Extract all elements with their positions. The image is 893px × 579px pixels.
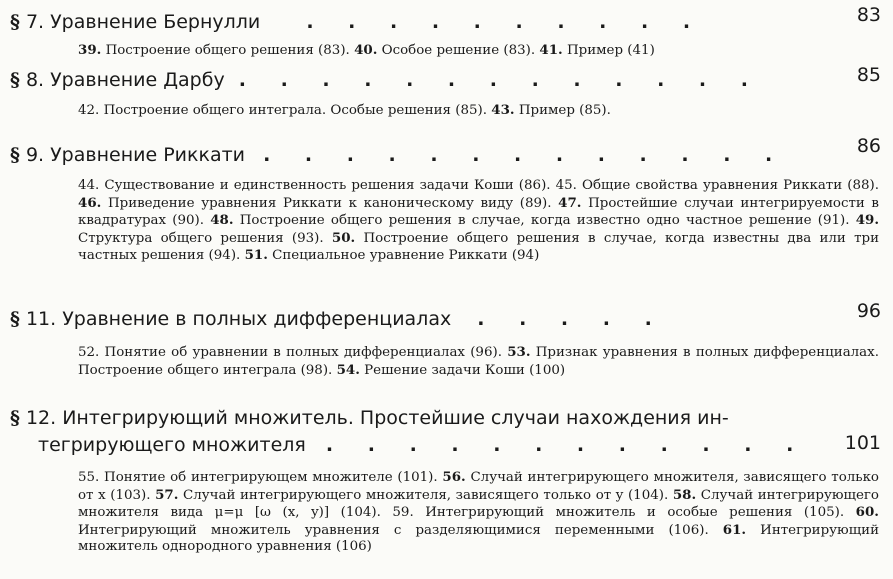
topic-text: Построение общего решения в случае, когда известно одно частное решение (91). bbox=[239, 213, 850, 228]
section-title: 11. Уравнение в полных дифференциалах bbox=[25, 308, 452, 330]
section-topics bbox=[78, 178, 879, 265]
topic-text: Специальное уравнение Риккати (94) bbox=[272, 248, 540, 263]
section-symbol: § bbox=[10, 407, 20, 429]
topic-text: Построение общего интеграла. Особые решения (85). bbox=[103, 103, 487, 118]
topic-text: Интегрирующий множитель уравнения с разделяющимися переменными (106). bbox=[78, 522, 709, 538]
topic-number: 61. bbox=[722, 521, 747, 538]
topic-number: 49. bbox=[855, 212, 879, 228]
topic-text: Особое решение (83). bbox=[381, 43, 536, 58]
leader-dots: . . . . . bbox=[477, 308, 666, 330]
topic-text: Пример (85). bbox=[518, 103, 611, 118]
section-topics bbox=[78, 469, 879, 556]
topic-text: Понятие об уравнении в полных дифференциалах (96). bbox=[104, 345, 502, 360]
topic-number: 40. bbox=[354, 42, 378, 58]
page-number: 96 bbox=[856, 300, 881, 322]
topic-number: 41. bbox=[539, 42, 563, 58]
topic-text: Интегрирующий множитель и особые решения (105). bbox=[425, 505, 845, 520]
section-title: 9. Уравнение Риккати bbox=[25, 144, 246, 166]
topic-text: Случай интегрирующего множителя, зависящего только от y (104). bbox=[183, 487, 669, 503]
topic-number: 56. bbox=[442, 469, 466, 485]
section-topics bbox=[78, 344, 879, 379]
topic-number: 42. bbox=[78, 103, 100, 118]
topic-number: 43. bbox=[491, 102, 515, 118]
leader-dots: . . . . . . . . . . . . bbox=[325, 434, 808, 456]
topic-text: Построение общего решения (83). bbox=[105, 43, 350, 58]
section-title: 12. Интегрирующий множитель. Простейшие случаи нахождения ин- bbox=[25, 407, 729, 429]
section-symbol: § bbox=[10, 69, 20, 91]
section-title: 7. Уравнение Бернулли bbox=[25, 11, 261, 33]
section-symbol: § bbox=[10, 308, 20, 330]
topic-number: 53. bbox=[507, 344, 531, 360]
topic-text: Общие свойства уравнения Риккати (88). bbox=[582, 178, 879, 193]
topic-number: 58. bbox=[672, 486, 697, 503]
page-number: 86 bbox=[856, 135, 881, 157]
topic-number: 48. bbox=[210, 212, 234, 228]
topic-text: Построение общего решения в случае, когда известны два или три частных решения (94). bbox=[78, 230, 879, 263]
section-topics bbox=[78, 102, 879, 120]
section-symbol: § bbox=[10, 144, 20, 166]
section-heading[interactable] bbox=[10, 68, 883, 93]
topic-text: Простейшие случаи интегрируемости в квадратурах (90). bbox=[78, 195, 879, 228]
page-number: 85 bbox=[856, 64, 881, 86]
topic-number: 57. bbox=[155, 486, 179, 503]
topic-number: 50. bbox=[331, 229, 356, 246]
topic-text: Случай интегрирующего множителя, зависящего только от x (103). bbox=[78, 470, 879, 503]
page-number: 83 bbox=[856, 4, 881, 26]
section-symbol: § bbox=[10, 11, 20, 33]
section-heading[interactable] bbox=[10, 406, 883, 431]
leader-dots: . . . . . . . . . . . . . bbox=[238, 69, 762, 91]
topic-text: Признак уравнения в полных дифференциалах. Построение общего интеграла (98). bbox=[78, 345, 879, 378]
topic-text: Решение задачи Коши (100) bbox=[364, 362, 566, 378]
topic-text: Существование и единственность решения задачи Коши (86). bbox=[104, 178, 551, 193]
section-heading-continuation[interactable] bbox=[38, 433, 883, 458]
topic-text: Случай интегрирующего множителя вида μ=μ [ω (x, y)] (104). bbox=[78, 487, 879, 520]
topic-number: 54. bbox=[336, 361, 360, 378]
topic-number: 59. bbox=[392, 505, 414, 520]
section-heading[interactable] bbox=[10, 307, 883, 332]
topic-number: 51. bbox=[244, 247, 268, 263]
topic-number: 47. bbox=[558, 194, 582, 211]
topic-text: Пример (41) bbox=[566, 43, 655, 58]
topic-text: Понятие об интегрирующем множителе (101). bbox=[104, 470, 438, 485]
topic-number: 60. bbox=[855, 504, 879, 520]
section-title-continued: тегрирующего множителя bbox=[38, 434, 306, 456]
section-title: 8. Уравнение Дарбу bbox=[25, 69, 225, 91]
leader-dots: . . . . . . . . . . . . . bbox=[263, 144, 787, 166]
section-topics bbox=[78, 42, 879, 60]
topic-number: 44. bbox=[78, 178, 100, 193]
topic-number: 46. bbox=[78, 194, 102, 211]
topic-number: 52. bbox=[78, 345, 100, 360]
topic-number: 39. bbox=[78, 42, 102, 58]
section-heading[interactable] bbox=[10, 10, 883, 35]
page-number: 101 bbox=[844, 432, 881, 454]
leader-dots: . . . . . . . . . . bbox=[306, 11, 705, 33]
topic-text: Структура общего решения (93). bbox=[78, 230, 324, 246]
topic-text: Интегрирующий множитель однородного уравнения (106) bbox=[78, 522, 879, 554]
topic-text: Приведение уравнения Риккати к каноническому виду (89). bbox=[107, 195, 552, 211]
topic-number: 45. bbox=[555, 178, 577, 193]
section-heading[interactable] bbox=[10, 143, 883, 168]
topic-number: 55. bbox=[78, 470, 100, 485]
